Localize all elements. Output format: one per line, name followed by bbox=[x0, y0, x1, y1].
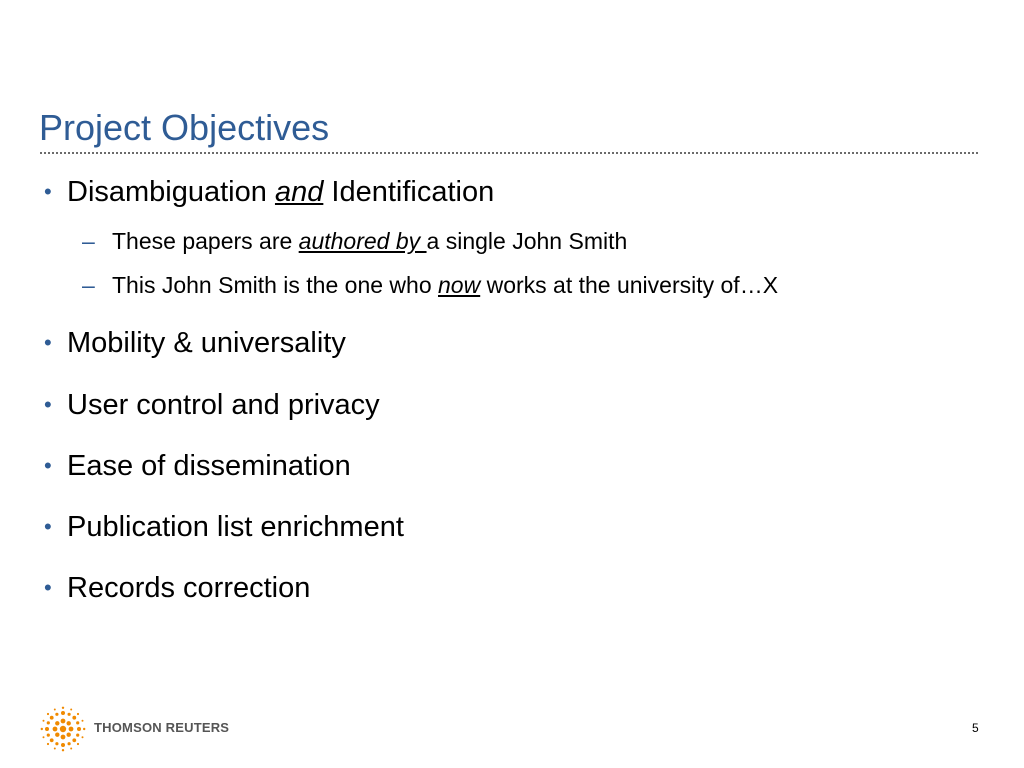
sub-text-emphasis: now bbox=[438, 272, 481, 298]
sub-bullet-text bbox=[112, 227, 627, 255]
slide-title: Project Objectives bbox=[39, 107, 330, 148]
sub-text-prefix: These papers are bbox=[112, 228, 299, 254]
company-logo bbox=[40, 706, 240, 752]
bullet-text-suffix: Identification bbox=[323, 176, 495, 208]
bullet-text: Records correction bbox=[67, 572, 311, 604]
page-number: 5 bbox=[972, 721, 979, 735]
bullet-glyph: • bbox=[44, 514, 52, 539]
bullet-text: User control and privacy bbox=[67, 389, 380, 421]
sub-text-suffix: a single John Smith bbox=[426, 228, 628, 254]
bullet-text: Publication list enrichment bbox=[67, 511, 404, 543]
bullet-glyph: • bbox=[44, 179, 52, 204]
bullet-text: Mobility & universality bbox=[67, 327, 346, 359]
bullet-glyph: • bbox=[44, 575, 52, 600]
sub-bullet-glyph: – bbox=[82, 228, 95, 254]
bullet-text: Ease of dissemination bbox=[67, 450, 351, 482]
bullet-text bbox=[67, 175, 494, 209]
sub-text-emphasis: authored by bbox=[298, 228, 427, 254]
bullet-glyph: • bbox=[44, 453, 52, 478]
bullet-glyph: • bbox=[44, 392, 52, 417]
bullet-text-prefix: Disambiguation bbox=[67, 176, 275, 208]
sub-text-prefix: This John Smith is the one who bbox=[112, 272, 438, 298]
sub-bullet-glyph: – bbox=[82, 272, 95, 298]
sub-bullet-text bbox=[112, 271, 778, 299]
bullet-text-emphasis: and bbox=[274, 176, 324, 208]
logo-sunburst-icon bbox=[40, 706, 86, 752]
sub-text-suffix: works at the university of…X bbox=[480, 272, 779, 298]
logo-wordmark: THOMSON REUTERS bbox=[94, 720, 230, 735]
title-divider bbox=[40, 152, 978, 154]
bullet-glyph: • bbox=[44, 330, 52, 355]
